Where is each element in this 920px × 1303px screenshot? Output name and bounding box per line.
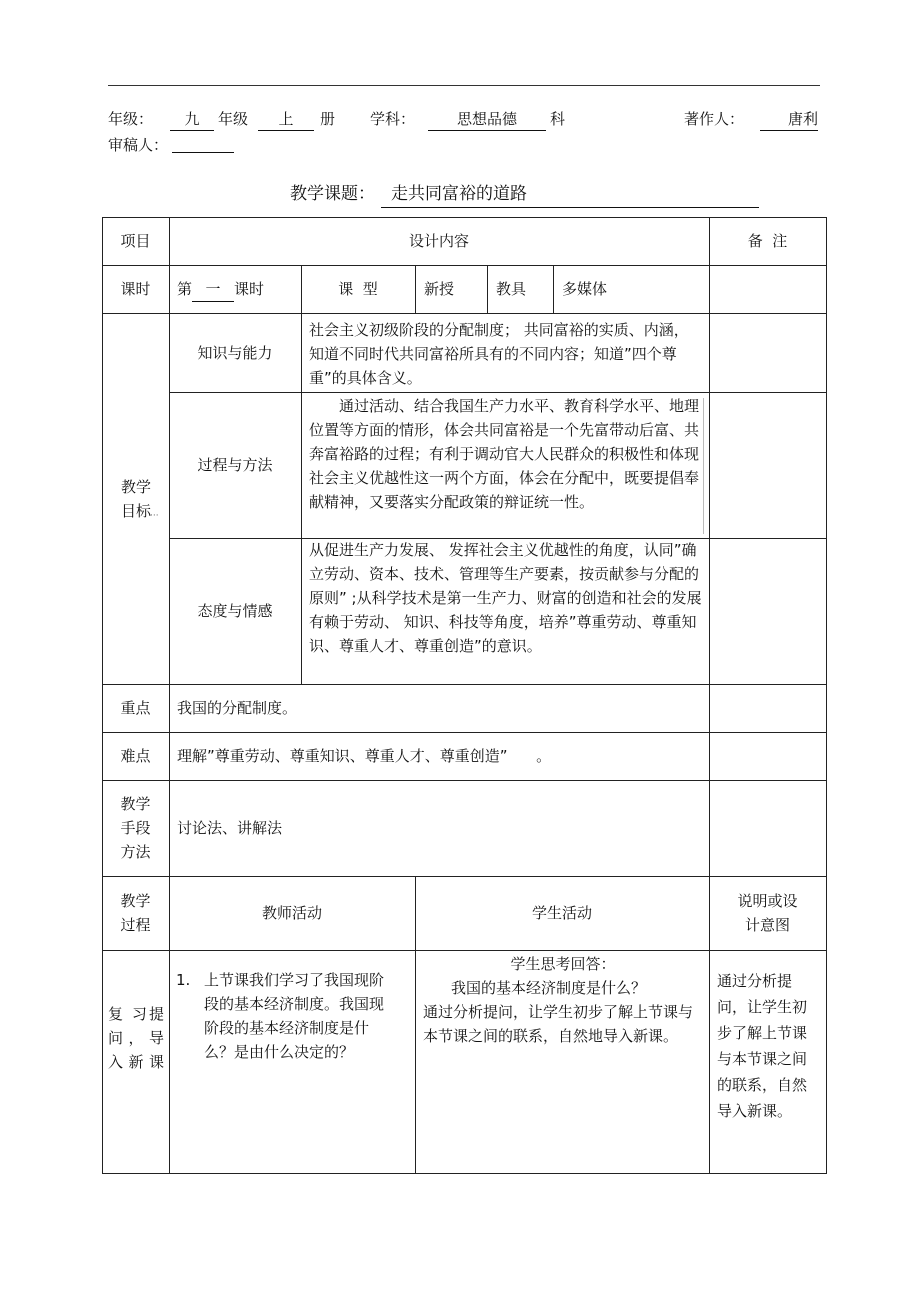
note-header: 说明或设计意图 [737, 892, 798, 934]
period-number: 一 [192, 277, 234, 302]
process-label-cell [102, 876, 169, 950]
reviewer-label: 审稿人： [108, 136, 169, 154]
attitude-text: 从促进生产力发展、 发挥社会主义优越性的角度，认同”确立劳动、资本、技术、管理等生产要素，按贡献参与分配的原则” ;从科学技术是第一生产力、财富的创造和社会的发展有赖于劳动、 知识、科技等角度，培养”尊重劳动、尊重知识、尊重人才、尊重创造”的意识。 [309, 541, 702, 655]
teaching-goals-label [106, 475, 166, 523]
teaching-goals-text: 教学目标 [120, 478, 151, 520]
student-activity-text: 通过分析提问，让学生初步了解上节课与本节课之间的联系，自然地导入新课。 [423, 1003, 694, 1045]
method-text: 讨论法、讲解法 [177, 819, 283, 837]
lesson-type-value: 新授 [424, 280, 455, 298]
goals-mark: ··· [150, 511, 159, 521]
subject-value: 思想品德 [428, 108, 546, 131]
lesson-meta-row [108, 108, 820, 130]
attitude-label: 态度与情感 [197, 602, 273, 620]
author-label: 著作人： [684, 110, 745, 128]
student-activity-title: 学生思考回答： [510, 955, 616, 973]
header-rule [108, 85, 820, 86]
teaching-aid-value: 多媒体 [562, 280, 608, 298]
knowledge-text: 社会主义初级阶段的分配制度； 共同富裕的实质、内涵，知道不同时代共同富裕所具有的不同内容；知道”四个尊重”的具体含义。 [309, 321, 689, 387]
review-label: 复 习提问，导 入新课 [108, 1005, 164, 1071]
reviewer-value [172, 134, 234, 153]
student-activity-question: 我国的基本经济制度是什么？ [451, 979, 647, 997]
process-label: 教学过程 [120, 892, 151, 934]
subject-field [428, 108, 546, 131]
col-content-header: 设计内容 [408, 232, 469, 250]
method-label-cell [102, 780, 169, 876]
lesson-type-label: 课 型 [338, 280, 378, 298]
difficulty-label: 难点 [120, 747, 151, 765]
volume-field [258, 108, 314, 131]
lesson-title [290, 181, 759, 207]
key-point-label: 重点 [120, 699, 151, 717]
student-activity-cell [423, 952, 703, 1048]
grade-suffix: 年级 [218, 110, 249, 128]
reviewer-row [108, 134, 234, 156]
student-activity-header: 学生活动 [531, 904, 592, 922]
grade-field [170, 108, 214, 131]
volume-suffix: 册 [320, 110, 336, 128]
note-header-cell [709, 876, 826, 950]
teaching-aid-label: 教具 [496, 280, 527, 298]
period-prefix: 第 [177, 280, 193, 298]
subject-suffix: 科 [550, 110, 566, 128]
subject-label: 学科： [370, 110, 416, 128]
teacher-activity-header: 教师活动 [261, 904, 322, 922]
teacher-activity-text: 上节课我们学习了我国现阶段的基本经济制度。我国现阶段的基本经济制度是什么？是由什么决定的？ [204, 971, 385, 1061]
grade-value: 九 [170, 108, 214, 131]
key-point-text: 我国的分配制度。 [177, 699, 298, 717]
teacher-item-number: 1. [176, 971, 191, 989]
period-label: 课时 [120, 280, 151, 298]
grade-label: 年级： [108, 110, 154, 128]
lesson-title-value: 走共同富裕的道路 [381, 181, 759, 208]
author-field [760, 108, 818, 131]
difficulty-text: 理解”尊重劳动、尊重知识、尊重人才、尊重创造” 。 [177, 747, 552, 765]
method-label: 教学手段方法 [120, 795, 151, 861]
col-note-header: 备 注 [747, 232, 788, 250]
process-method-text: 通过活动、结合我国生产力水平、教育科学水平、地理位置等方面的情形，体会共同富裕是一个先富带动后富、共奔富裕路的过程；有利于调动官大人民群众的积极性和体现社会主义优越性这一两个方面，体会在分配中，既要提倡奉献精神，又要落实分配政策的辩证统一性。 [309, 397, 700, 511]
knowledge-label: 知识与能力 [197, 343, 273, 362]
author-value: 唐利 [760, 108, 818, 131]
col-item-header: 项目 [120, 232, 151, 250]
volume-value: 上 [258, 108, 314, 131]
review-note-text: 通过分析提问，让学生初步了解上节课与本节课之间的联系，自然导入新课。 [717, 972, 808, 1120]
period-value [177, 265, 301, 313]
teacher-activity-cell [176, 968, 406, 1064]
lesson-title-label: 教学课题： [290, 184, 375, 204]
period-suffix: 课时 [234, 280, 265, 298]
process-method-label: 过程与方法 [197, 456, 273, 474]
